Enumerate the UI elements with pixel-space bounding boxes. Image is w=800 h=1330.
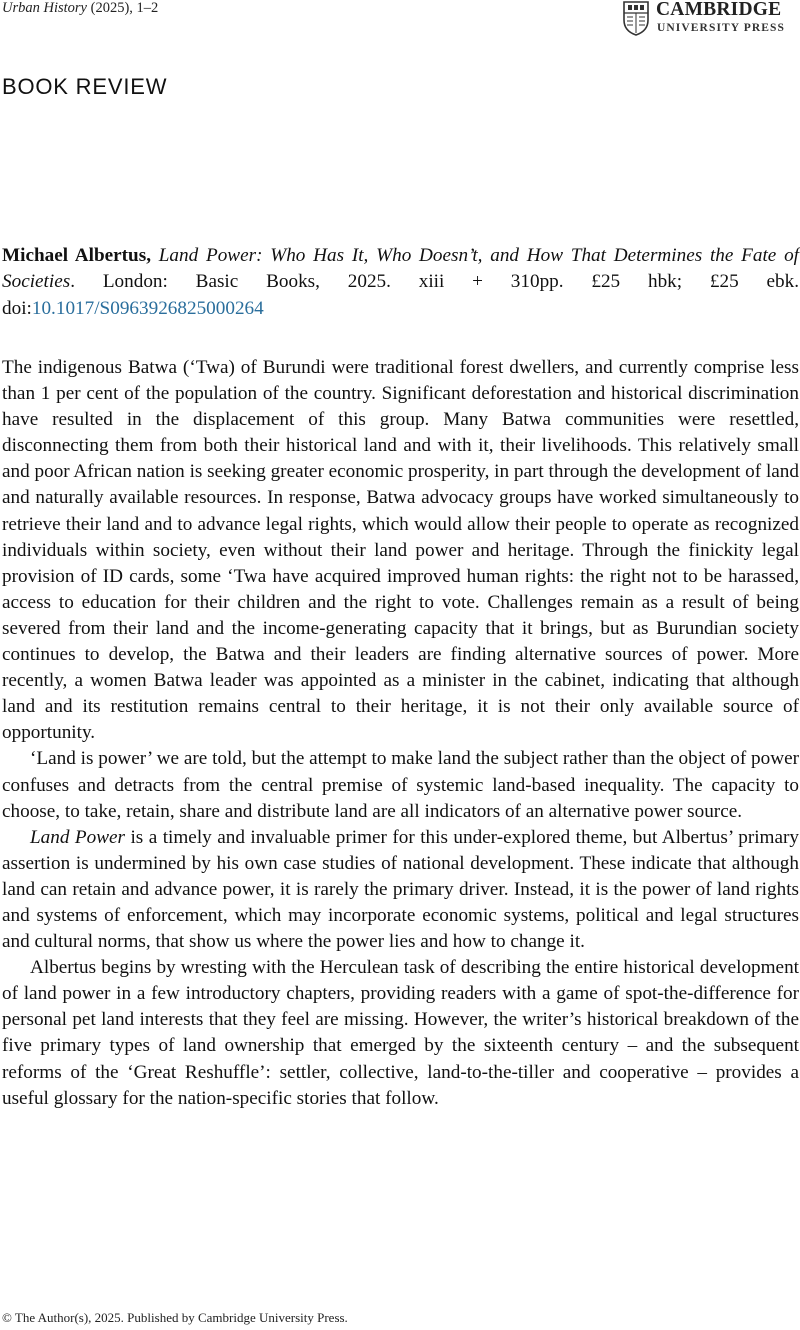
paragraph-3-text: is a timely and invaluable primer for this under-explored theme, but Albertus’ primary assertion is undermined by his own case studies of national development. These indicate that although land can retain and advance power, it is rarely the primary driver. Instead, it is the power of land rights and systems of enforcement, which may incorporate economic systems, political and legal structures and cultural norms, that show us where the power lies and how to change it.	[2, 826, 799, 953]
journal-name: Urban History	[2, 0, 87, 16]
cambridge-crest-icon	[622, 0, 650, 36]
publisher-name: CAMBRIDGE	[656, 0, 782, 20]
copyright-footer: © The Author(s), 2025. Published by Cambridge University Press.	[2, 1310, 348, 1325]
review-author: Michael Albertus,	[2, 245, 151, 266]
publisher-logo[interactable]	[622, 0, 800, 40]
book-title-inline: Land Power	[30, 826, 126, 848]
book-citation	[2, 243, 799, 322]
doi-prefix: doi:	[2, 297, 32, 319]
doi-link[interactable]: 10.1017/S0963926825000264	[31, 297, 264, 319]
paragraph-4: Albertus begins by wresting with the Herculean task of describing the entire historical development of land power in a few introductory chapters, providing readers with a game of spot-the-difference for personal pet land interests that they feel are missing. However, the writer’s historical breakdown of the five primary types of land ownership that emerged by the sixteenth century – and the subsequent reforms of the ‘Great Reshuffle’: settler, collective, land-to-the-tiller and cooperative – provides a useful glossary for the nation-specific stories that follow.	[2, 957, 799, 1109]
review-body	[2, 355, 799, 1112]
paragraph-2: ‘Land is power’ we are told, but the attempt to make land the subject rather than the object of power confuses and detracts from the central premise of systemic land-based inequality. The capacity to choose, to take, retain, share and distribute land are all indicators of an alternative power source.	[2, 748, 799, 822]
journal-details: (2025), 1–2	[90, 0, 159, 16]
book-title: Land Power: Who Has It, Who Doesn’t, and How That Determines the Fate of Societies	[2, 245, 799, 293]
section-title: BOOK REVIEW	[2, 74, 168, 99]
publisher-subtitle: UNIVERSITY PRESS	[657, 22, 786, 34]
journal-header	[2, 0, 158, 17]
paragraph-1: The indigenous Batwa (‘Twa) of Burundi were traditional forest dwellers, and currently comprise less than 1 per cent of the population of the country. Significant deforestation and historical discrimination have resulted in the displacement of this group. Many Batwa communities were resettled, disconnecting them from both their historical land and with it, their livelihoods. This relatively small and poor African nation is seeking greater economic prosperity, in part through the development of land and naturally available resources. In response, Batwa advocacy groups have worked simultaneously to retrieve their land and to advance legal rights, which would allow their people to operate as recognized individuals within society, even without their land power and heritage. Through the finickity legal provision of ID cards, some ‘Twa have acquired improved human rights: the right not to be harassed, access to education for their children and the right to vote. Challenges remain as a result of being severed from their land and the income-generating capacity that it brings, but as Burundian society continues to develop, the Batwa and their leaders are finding alternative sources of power. More recently, a women Batwa leader was appointed as a minister in the cabinet, indicating that although land and its restitution remains central to their heritage, it is not their only available source of opportunity.	[2, 357, 799, 744]
publication-details: . London: Basic Books, 2025. xiii + 310pp. £25 hbk; £25 ebk.	[70, 271, 799, 293]
paragraph-3	[2, 825, 799, 955]
